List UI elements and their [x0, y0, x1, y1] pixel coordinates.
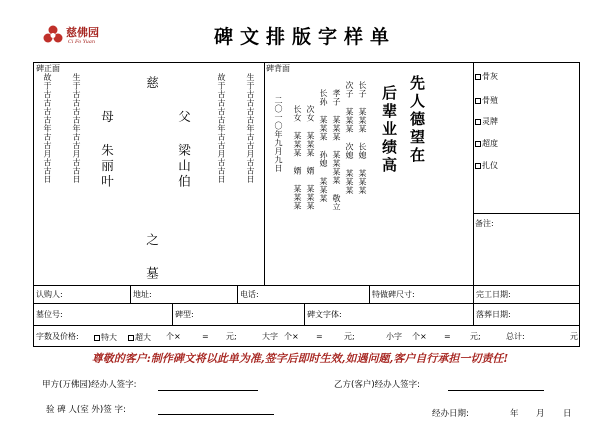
- option-blessing-label: 超度: [482, 139, 498, 148]
- font-label: 碑文字体:: [307, 310, 342, 319]
- back-headline-col-2: 后辈业绩高: [380, 85, 398, 175]
- party-b-sign-label: 乙方(客户)经办人签字:: [334, 380, 420, 390]
- inspector-sign-line[interactable]: [158, 414, 274, 415]
- back-label: 碑背面: [266, 64, 290, 73]
- row1-sep-4: [473, 285, 474, 303]
- back-headline-col-1: 先人德望在: [408, 75, 426, 165]
- date-month-label: 月: [536, 409, 545, 419]
- price-chars-1: 个×: [166, 332, 181, 341]
- back-family-col-3: 孝子 某某某 某某某某 敬立: [332, 89, 341, 211]
- total-yuan: 元: [570, 332, 578, 341]
- row2-sep-2: [304, 303, 305, 325]
- price-yuan-3: 元;: [470, 332, 481, 341]
- inspector-sign-label: 验 碑 人(室 外)签 字:: [46, 405, 126, 415]
- back-family-col-5: 次女 某某某 婿 某某某: [306, 105, 315, 210]
- checkbox-extra-large[interactable]: [128, 335, 134, 341]
- total-label: 总计:: [506, 332, 525, 341]
- remarks-label: 备注:: [475, 219, 494, 228]
- stone-size-label: 特做碑尺寸:: [372, 290, 415, 299]
- back-family-col-6: 长女 某某某 婿 某某某: [293, 105, 302, 210]
- logo-text-en: Ci Fo Yuan: [68, 39, 96, 45]
- burial-date-label: 落葬日期:: [476, 310, 511, 319]
- form-grid: [33, 62, 580, 347]
- date-day-label: 日: [563, 409, 572, 419]
- price-chars-2: 个×: [284, 332, 299, 341]
- option-bones[interactable]: [475, 95, 498, 106]
- page-title: 碑文排版字样单: [213, 26, 396, 48]
- price-eq-3: =: [444, 332, 451, 341]
- logo-text-cn: 慈佛园: [66, 26, 99, 39]
- front-mother-name: 母 朱丽叶: [99, 110, 115, 190]
- front-death-date-right: 故于古古古古年古古月古古日: [217, 73, 226, 184]
- row2-sep-3: [473, 303, 474, 325]
- divider-back-options: [473, 63, 474, 286]
- price-yuan-2: 元;: [344, 332, 355, 341]
- option-ashes-label: 骨灰: [482, 72, 498, 81]
- finish-date-label: 完工日期:: [476, 290, 511, 299]
- back-family-col-1: 长子 某某某 长媳 某某某: [358, 81, 367, 195]
- divider-front-back: [264, 63, 265, 286]
- small-label: 小字: [386, 332, 402, 341]
- front-center-top: 慈: [144, 76, 160, 92]
- front-label: 碑正面: [36, 64, 60, 73]
- front-father-name: 父 梁山伯: [176, 110, 192, 190]
- checkbox-blessing[interactable]: [475, 141, 481, 147]
- row-line-1: [34, 285, 580, 286]
- option-extra-large[interactable]: [128, 332, 151, 343]
- back-family-col-2: 次子 某某某 次媳 某某某: [345, 81, 354, 195]
- price-label: 字数及价格:: [36, 332, 79, 341]
- option-ceremony[interactable]: [475, 160, 498, 171]
- price-eq-2: =: [316, 332, 323, 341]
- plot-label: 墓位号:: [36, 310, 63, 319]
- option-spirit-tablet[interactable]: [475, 116, 498, 127]
- option-special-large[interactable]: [94, 332, 117, 343]
- option-blessing[interactable]: [475, 138, 498, 149]
- price-eq-1: =: [202, 332, 209, 341]
- price-chars-3: 个×: [412, 332, 427, 341]
- extra-large-label: 超大: [135, 333, 151, 342]
- stone-type-label: 碑型:: [175, 310, 194, 319]
- checkbox-ashes[interactable]: [475, 74, 481, 80]
- option-ceremony-label: 扎仪: [482, 161, 498, 170]
- option-spirit-tablet-label: 灵牌: [482, 117, 498, 126]
- checkbox-bones[interactable]: [475, 98, 481, 104]
- phone-label: 电话:: [240, 290, 259, 299]
- divider-options-remarks: [473, 213, 580, 214]
- handle-date-label: 经办日期:: [432, 409, 469, 419]
- row1-sep-1: [130, 285, 131, 303]
- customer-notice: 尊敬的客户:制作碑文将以此单为准,签字后即时生效,如遇问题,客户自行承担一切责任!: [91, 352, 509, 365]
- back-family-col-4: 长孙 某某某 孙媳 某某某: [319, 89, 328, 203]
- checkbox-ceremony[interactable]: [475, 163, 481, 169]
- large-label: 大字: [262, 332, 278, 341]
- option-bones-label: 骨殖: [482, 96, 498, 105]
- front-death-date-left: 故于古古古古年古古月古古日: [43, 73, 52, 184]
- row2-sep-1: [172, 303, 173, 325]
- party-a-sign-line[interactable]: [158, 390, 258, 391]
- company-logo: [42, 22, 114, 52]
- option-ashes[interactable]: [475, 71, 498, 82]
- date-year-label: 年: [510, 409, 519, 419]
- address-label: 地址:: [133, 290, 152, 299]
- logo-flower-icon: [42, 24, 64, 46]
- party-b-sign-line[interactable]: [448, 390, 544, 391]
- row1-sep-3: [369, 285, 370, 303]
- row-line-2: [34, 303, 580, 304]
- front-tomb-text: 之 墓: [144, 233, 160, 282]
- price-yuan-1: 元;: [226, 332, 237, 341]
- front-birth-date-left: 生于古古古古年古古月古古日: [72, 73, 81, 184]
- special-large-label: 特大: [101, 333, 117, 342]
- row-line-3: [34, 325, 580, 326]
- party-a-sign-label: 甲方(万佛园)经办人签字:: [42, 380, 137, 390]
- customer-label: 认购人:: [36, 290, 63, 299]
- checkbox-spirit-tablet[interactable]: [475, 119, 481, 125]
- front-birth-date-right: 生于古古古古年古古月古古日: [246, 73, 255, 184]
- row1-sep-2: [237, 285, 238, 303]
- checkbox-special-large[interactable]: [94, 335, 100, 341]
- back-date-col: 二〇一〇年九月九日: [274, 96, 283, 173]
